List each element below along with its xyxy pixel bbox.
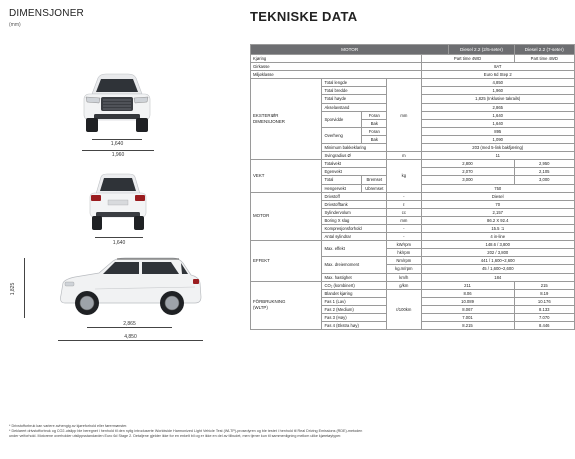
row-sublabel: Bremset [362,176,387,184]
wheelbase-line [87,327,172,328]
row-unit: mm [387,79,421,152]
row-value: 184 [421,273,575,281]
row-value: 1,960 [421,87,575,95]
row-label: CO₂ (kombinert) [322,281,387,289]
row-unit: ℓ [387,200,421,208]
row-value: 8.19 [514,289,574,297]
table-header-row [251,45,575,55]
car-side-view [55,255,205,319]
row-label: Totalvekt [322,160,387,168]
row-unit: - [387,233,421,241]
side-height-line [24,258,25,318]
row-value: 86.2 X 92.4 [421,216,575,224]
footnote-line: * Drivstofforbruk kan variere avhengig av kjøreforhold eller førermønster. [9,424,128,428]
row-unit: - [387,192,421,200]
front-track-label: 1,640 [110,141,124,147]
group-motor: MOTOR [251,192,322,241]
rear-track-line [95,237,143,238]
row-label: Egenvekt [322,168,387,176]
header-col2: Diesel 2.2 (7-seter) [514,45,574,55]
row-unit: kg [387,160,421,192]
row-unit: g/km [387,281,421,289]
row-label: Svingradius Ø [322,152,387,160]
footnote-line: under veiforhold. Motorene overholder utslippsstandarden Euro 6d Stage 2. Detaljene gjelder ikke for en enkelt bil og er ikke en del av tilbudet, men tjener kun til sammenligning mellom ulike kjøretøytyper. [9,434,342,439]
front-width-label: 1,960 [111,152,125,158]
car-front-view [78,72,156,136]
row-label: Drivstoff [322,192,387,200]
length-line [58,340,203,341]
row-value: 4 in-line [421,233,575,241]
table-row [251,160,575,168]
row-value: 202 / 3,800 [421,249,575,257]
rear-track-label: 1,640 [112,240,126,246]
dimensions-unit: (mm) [9,22,21,28]
table-row [251,71,575,79]
row-value: 70 [421,200,575,208]
row-label: Minimum bakkeklaring [322,144,387,152]
row-label: Sporvidde [322,111,362,127]
row-value: 8.06 [421,289,514,297]
group-consumption: FÖRBRUKNING (WLTP) [251,281,322,330]
row-label: Fas 3 (Høy) [322,314,387,322]
row-value: 3,000 [421,176,514,184]
row-unit: ℓ/100km [387,289,421,329]
row-value: 441 / 1,600~2,600 [421,257,575,265]
row-value: 895 [421,127,575,135]
dimensions-title: DIMENSJONER [9,8,84,19]
row-sublabel: Ubremset [362,184,387,192]
row-unit: Nm/rpm [387,257,421,265]
row-value: 45 / 1,600~2,600 [421,265,575,273]
row-value: Part time 4WD [421,55,514,63]
front-width-line [82,150,154,151]
row-value: 2,800 [421,160,514,168]
row-label: Total lengde [322,79,387,87]
row-unit: km/h [387,273,421,281]
row-unit: m [387,152,421,160]
row-label: Total bredde [322,87,387,95]
wheelbase-label: 2,865 [123,321,136,327]
row-value: 8.215 [421,322,514,330]
group-weight: VEKT [251,160,322,192]
row-label: Max. hastighet [322,273,387,281]
row-value: 7.070 [514,314,574,322]
row-value: 10.176 [514,297,574,305]
row-value: 8.446 [514,322,574,330]
row-value: 215 [514,281,574,289]
row-sublabel: Bak [362,119,387,127]
row-value: 2,865 [421,103,575,111]
row-value: 7.001 [421,314,514,322]
row-label: Akselavstand [322,103,387,111]
group-effect: EFFEKT [251,241,322,281]
row-value: 750 [421,184,575,192]
row-value: 1,640 [421,119,575,127]
row-label: Antal sylindrar [322,233,387,241]
row-label: Drivstofftank [322,200,387,208]
row-label: Sylindervolum [322,208,387,216]
row-label: Fas 4 (Ekstra høy) [322,322,387,330]
row-unit: - [387,224,421,232]
header-motor: MOTOR [251,45,449,55]
row-label: Boring X slag [322,216,387,224]
row-unit: cc [387,208,421,216]
row-label: Total [322,176,362,184]
row-unit: kW/rpm [387,241,421,249]
row-value: Diesel [421,192,575,200]
row-value: Euro 6d Step 2 [421,71,575,79]
row-label: Blandet kjøring [322,289,387,297]
row-value: 11 [421,152,575,160]
row-value: 2,105 [514,168,574,176]
table-row [251,55,575,63]
table-row [251,192,575,200]
row-label: Max. effekt [322,241,387,257]
row-value: 2,070 [421,168,514,176]
footnote-line: * Deklarert drivstofforbruk og CO2-utslipp ble beregnet i henhold til den nylig introduserte Worldwide Harmonized Light Vehicle Test (WLTP)-prosedyren og ble testet i henhold til Real Driving Emissions (RDE)-metoden [9,429,363,434]
row-value: 1,825 (Inklusive takrails) [421,95,575,103]
row-label: Hengervekt [322,184,362,192]
row-label: Fas 1 (Lav) [322,297,387,305]
spec-title: TEKNISKE DATA [250,9,358,24]
row-value: 8.067 [421,305,514,313]
row-value: Part time 4WD [514,55,574,63]
footnotes [9,424,569,440]
row-label: Max. dreiemoment [322,257,387,273]
row-value: 2,950 [514,160,574,168]
row-value: 4,850 [421,79,575,87]
row-label: Fas 2 (Medium) [322,305,387,313]
row-label: Girkasse [251,63,422,71]
row-value: 8AT [421,63,575,71]
row-unit: mm [387,216,421,224]
row-value: 8.133 [514,305,574,313]
row-value: 2,157 [421,208,575,216]
row-sublabel: Foran [362,127,387,135]
row-value: 211 [421,281,514,289]
front-track-line [92,139,142,140]
table-row [251,281,575,289]
group-exterior: EKSTERIØR DIMENSJONER [251,79,322,160]
row-value: 10.089 [421,297,514,305]
row-sublabel: Foran [362,111,387,119]
car-rear-view [86,172,150,234]
row-label: Overheng [322,127,362,143]
row-value: 203 (med 5-link bakfjæring) [421,144,575,152]
row-label: Kjøring [251,55,422,63]
row-value: 148.6 / 3,800 [421,241,575,249]
row-label: Total høyde [322,95,387,103]
row-unit: kg.m/rpm [387,265,421,273]
spec-table [250,44,575,330]
side-height-label: 1,825 [10,282,16,296]
table-row [251,79,575,87]
row-value: 1,090 [421,135,575,143]
row-label: Kompresjonsforhold [322,224,387,232]
row-value: 15.5 :1 [421,224,575,232]
table-row [251,241,575,249]
row-sublabel: Bak [362,135,387,143]
length-label: 4,850 [124,334,137,340]
row-unit: hk/rpm [387,249,421,257]
row-value: 1,640 [421,111,575,119]
row-value: 3,000 [514,176,574,184]
row-label: Miljøklasse [251,71,422,79]
table-row [251,63,575,71]
header-col1: Diesel 2.2 (2/5-seter) [449,45,514,55]
